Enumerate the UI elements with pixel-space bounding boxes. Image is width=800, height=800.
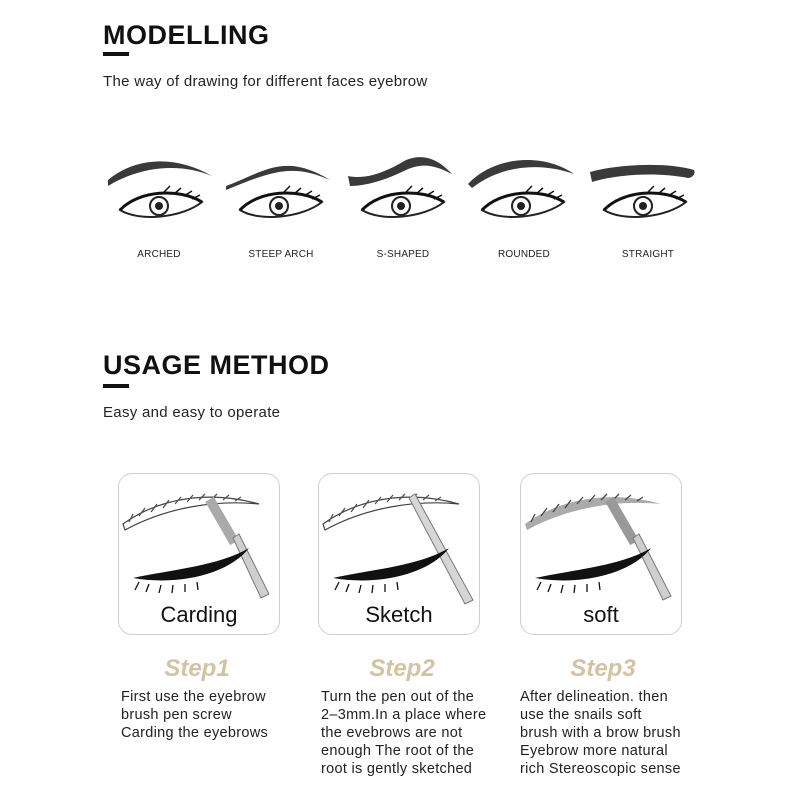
step2-line: 2–3mm.In a place where bbox=[321, 707, 487, 723]
step3-title: Step3 bbox=[570, 655, 636, 682]
usage-underline bbox=[103, 384, 129, 388]
step2-line: Turn the pen out of the bbox=[321, 689, 475, 705]
step1-line: brush pen screw bbox=[121, 707, 232, 723]
arched-eyebrow-eye-illustration bbox=[104, 150, 214, 220]
step1-card bbox=[118, 473, 280, 635]
step3-card-label: soft bbox=[583, 602, 619, 627]
step1-description bbox=[121, 688, 268, 742]
step1-title: Step1 bbox=[164, 655, 230, 682]
step3-line: After delineation. then bbox=[520, 689, 668, 705]
usage-title: USAGE METHOD bbox=[103, 350, 330, 380]
step2-card-label: Sketch bbox=[365, 602, 433, 627]
step2-title: Step2 bbox=[369, 655, 435, 682]
step2-line: enough The root of the bbox=[321, 743, 475, 759]
step3-line: rich Stereoscopic sense bbox=[520, 761, 681, 777]
shape-label-s-shaped: S-SHAPED bbox=[376, 249, 430, 260]
usage-subtitle: Easy and easy to operate bbox=[103, 404, 281, 421]
step2-line: root is gently sketched bbox=[321, 761, 473, 777]
shape-label-rounded: ROUNDED bbox=[498, 249, 550, 260]
shape-label-steep-arch: STEEP ARCH bbox=[248, 249, 314, 260]
s-shaped-eyebrow-eye-illustration bbox=[346, 150, 456, 220]
rounded-eyebrow-eye-illustration bbox=[466, 150, 576, 220]
step3-line: use the snails soft bbox=[520, 707, 642, 723]
step3-line: Eyebrow more natural bbox=[520, 743, 668, 759]
step2-card bbox=[318, 473, 480, 635]
step1-card-label: Carding bbox=[160, 602, 238, 627]
step1-line: First use the eyebrow bbox=[121, 689, 266, 705]
modelling-underline bbox=[103, 52, 129, 56]
shape-label-straight: STRAIGHT bbox=[621, 249, 675, 260]
straight-eyebrow-eye-illustration bbox=[588, 150, 698, 220]
steep-arch-eyebrow-eye-illustration bbox=[224, 150, 334, 220]
step3-card bbox=[520, 473, 682, 635]
step3-line: brush with a brow brush bbox=[520, 725, 681, 741]
step2-description bbox=[321, 688, 486, 778]
shape-label-arched: ARCHED bbox=[137, 249, 181, 260]
step3-description bbox=[520, 688, 681, 778]
step2-line: the evebrows are not bbox=[321, 725, 463, 741]
modelling-subtitle: The way of drawing for different faces eyebrow bbox=[103, 73, 428, 90]
modelling-title: MODELLING bbox=[103, 20, 270, 50]
step1-line: Carding the eyebrows bbox=[121, 725, 269, 741]
